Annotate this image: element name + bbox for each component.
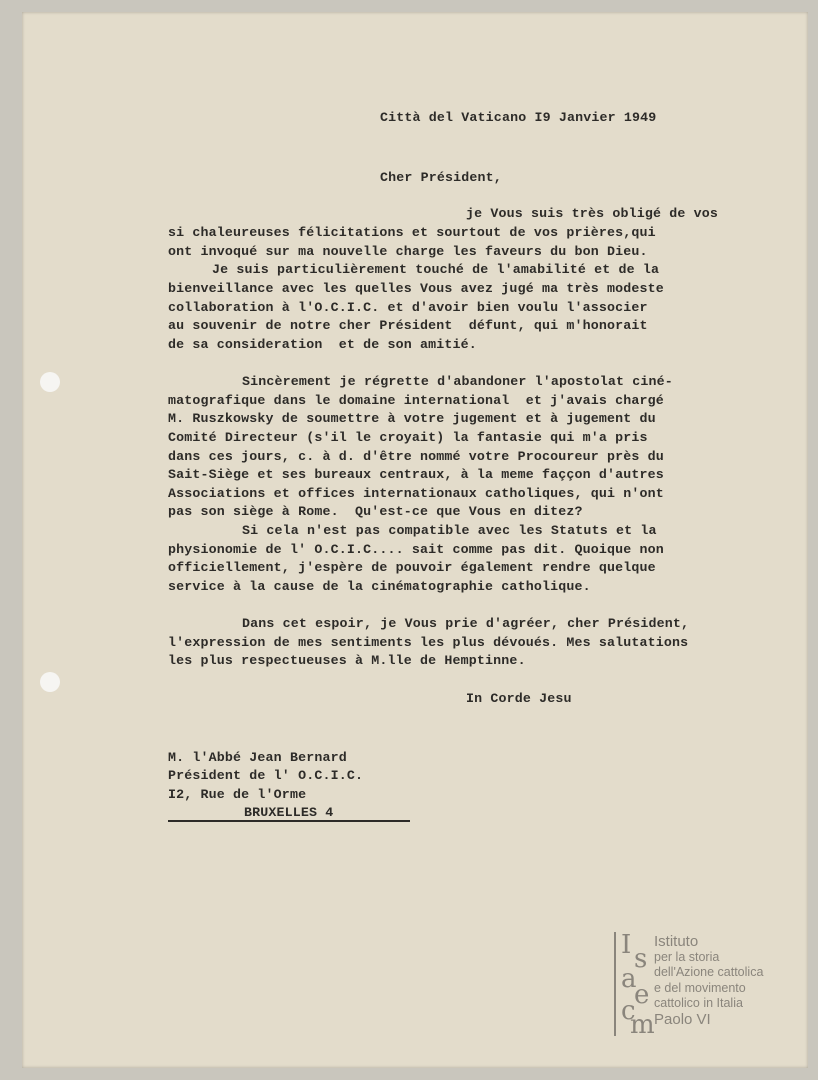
body-line: Associations et offices internationaux catholiques, qui n'ont — [168, 486, 664, 501]
isacem-logo-icon: I s a e c m — [614, 932, 654, 1036]
address-line: I2, Rue de l'Orme — [168, 787, 307, 802]
body-line: bienveillance avec les quelles Vous avez jugé ma très modeste — [168, 281, 664, 296]
address-underline — [168, 820, 410, 822]
dateline: Città del Vaticano I9 Janvier 1949 — [380, 110, 657, 125]
body-line: Si cela n'est pas compatible avec les Statuts et la — [242, 523, 657, 538]
body-line: collaboration à l'O.C.I.C. et d'avoir bien voulu l'associer — [168, 300, 648, 315]
body-line: officiellement, j'espère de pouvoir également rendre quelque — [168, 560, 656, 575]
body-line: service à la cause de la cinématographie catholique. — [168, 579, 591, 594]
body-line: l'expression de mes sentiments les plus dévoués. Mes salutations — [168, 635, 689, 650]
body-line: Je suis particulièrement touché de l'amabilité et de la — [212, 262, 660, 277]
punch-hole-top — [40, 372, 60, 392]
body-line: dans ces jours, c. à d. d'être nommé votre Procoureur près du — [168, 449, 664, 464]
body-line: ont invoqué sur ma nouvelle charge les faveurs du bon Dieu. — [168, 244, 648, 259]
body-line: de sa consideration et de son amitié. — [168, 337, 477, 352]
address-line: Président de l' O.C.I.C. — [168, 768, 364, 783]
body-line: Sait-Siège et ses bureaux centraux, à la meme faççon d'autres — [168, 467, 664, 482]
address-city: BRUXELLES 4 — [244, 805, 334, 820]
closing: In Corde Jesu — [466, 691, 572, 706]
body-line: Sincèrement je régrette d'abandoner l'apostolat ciné- — [242, 374, 673, 389]
body-line: physionomie de l' O.C.I.C.... sait comme pas dit. Quoique non — [168, 542, 664, 557]
body-line: si chaleureuses félicitations et sourtout de vos prières,qui — [168, 225, 656, 240]
body-line: je Vous suis très obligé de vos — [466, 206, 719, 221]
salutation: Cher Président, — [380, 170, 502, 185]
body-line: les plus respectueuses à M.lle de Hemptinne. — [168, 653, 526, 668]
body-line: M. Ruszkowsky de soumettre à votre jugement et à jugement du — [168, 411, 656, 426]
body-line: matografique dans le domaine international et j'avais chargé — [168, 393, 664, 408]
address-line: M. l'Abbé Jean Bernard — [168, 750, 347, 765]
body-line: Dans cet espoir, je Vous prie d'agréer, cher Président, — [242, 616, 690, 631]
archive-watermark — [614, 932, 794, 1042]
body-line: Comité Directeur (s'il le croyait) la fantasie qui m'a pris — [168, 430, 648, 445]
body-line: pas son siège à Rome. Qu'est-ce que Vous en ditez? — [168, 504, 583, 519]
watermark-text: Istituto per la storia dell'Azione cattolica e del movimento cattolico in Italia Paolo VI — [654, 933, 764, 1028]
punch-hole-bottom — [40, 672, 60, 692]
body-line: au souvenir de notre cher Président défunt, qui m'honorait — [168, 318, 648, 333]
